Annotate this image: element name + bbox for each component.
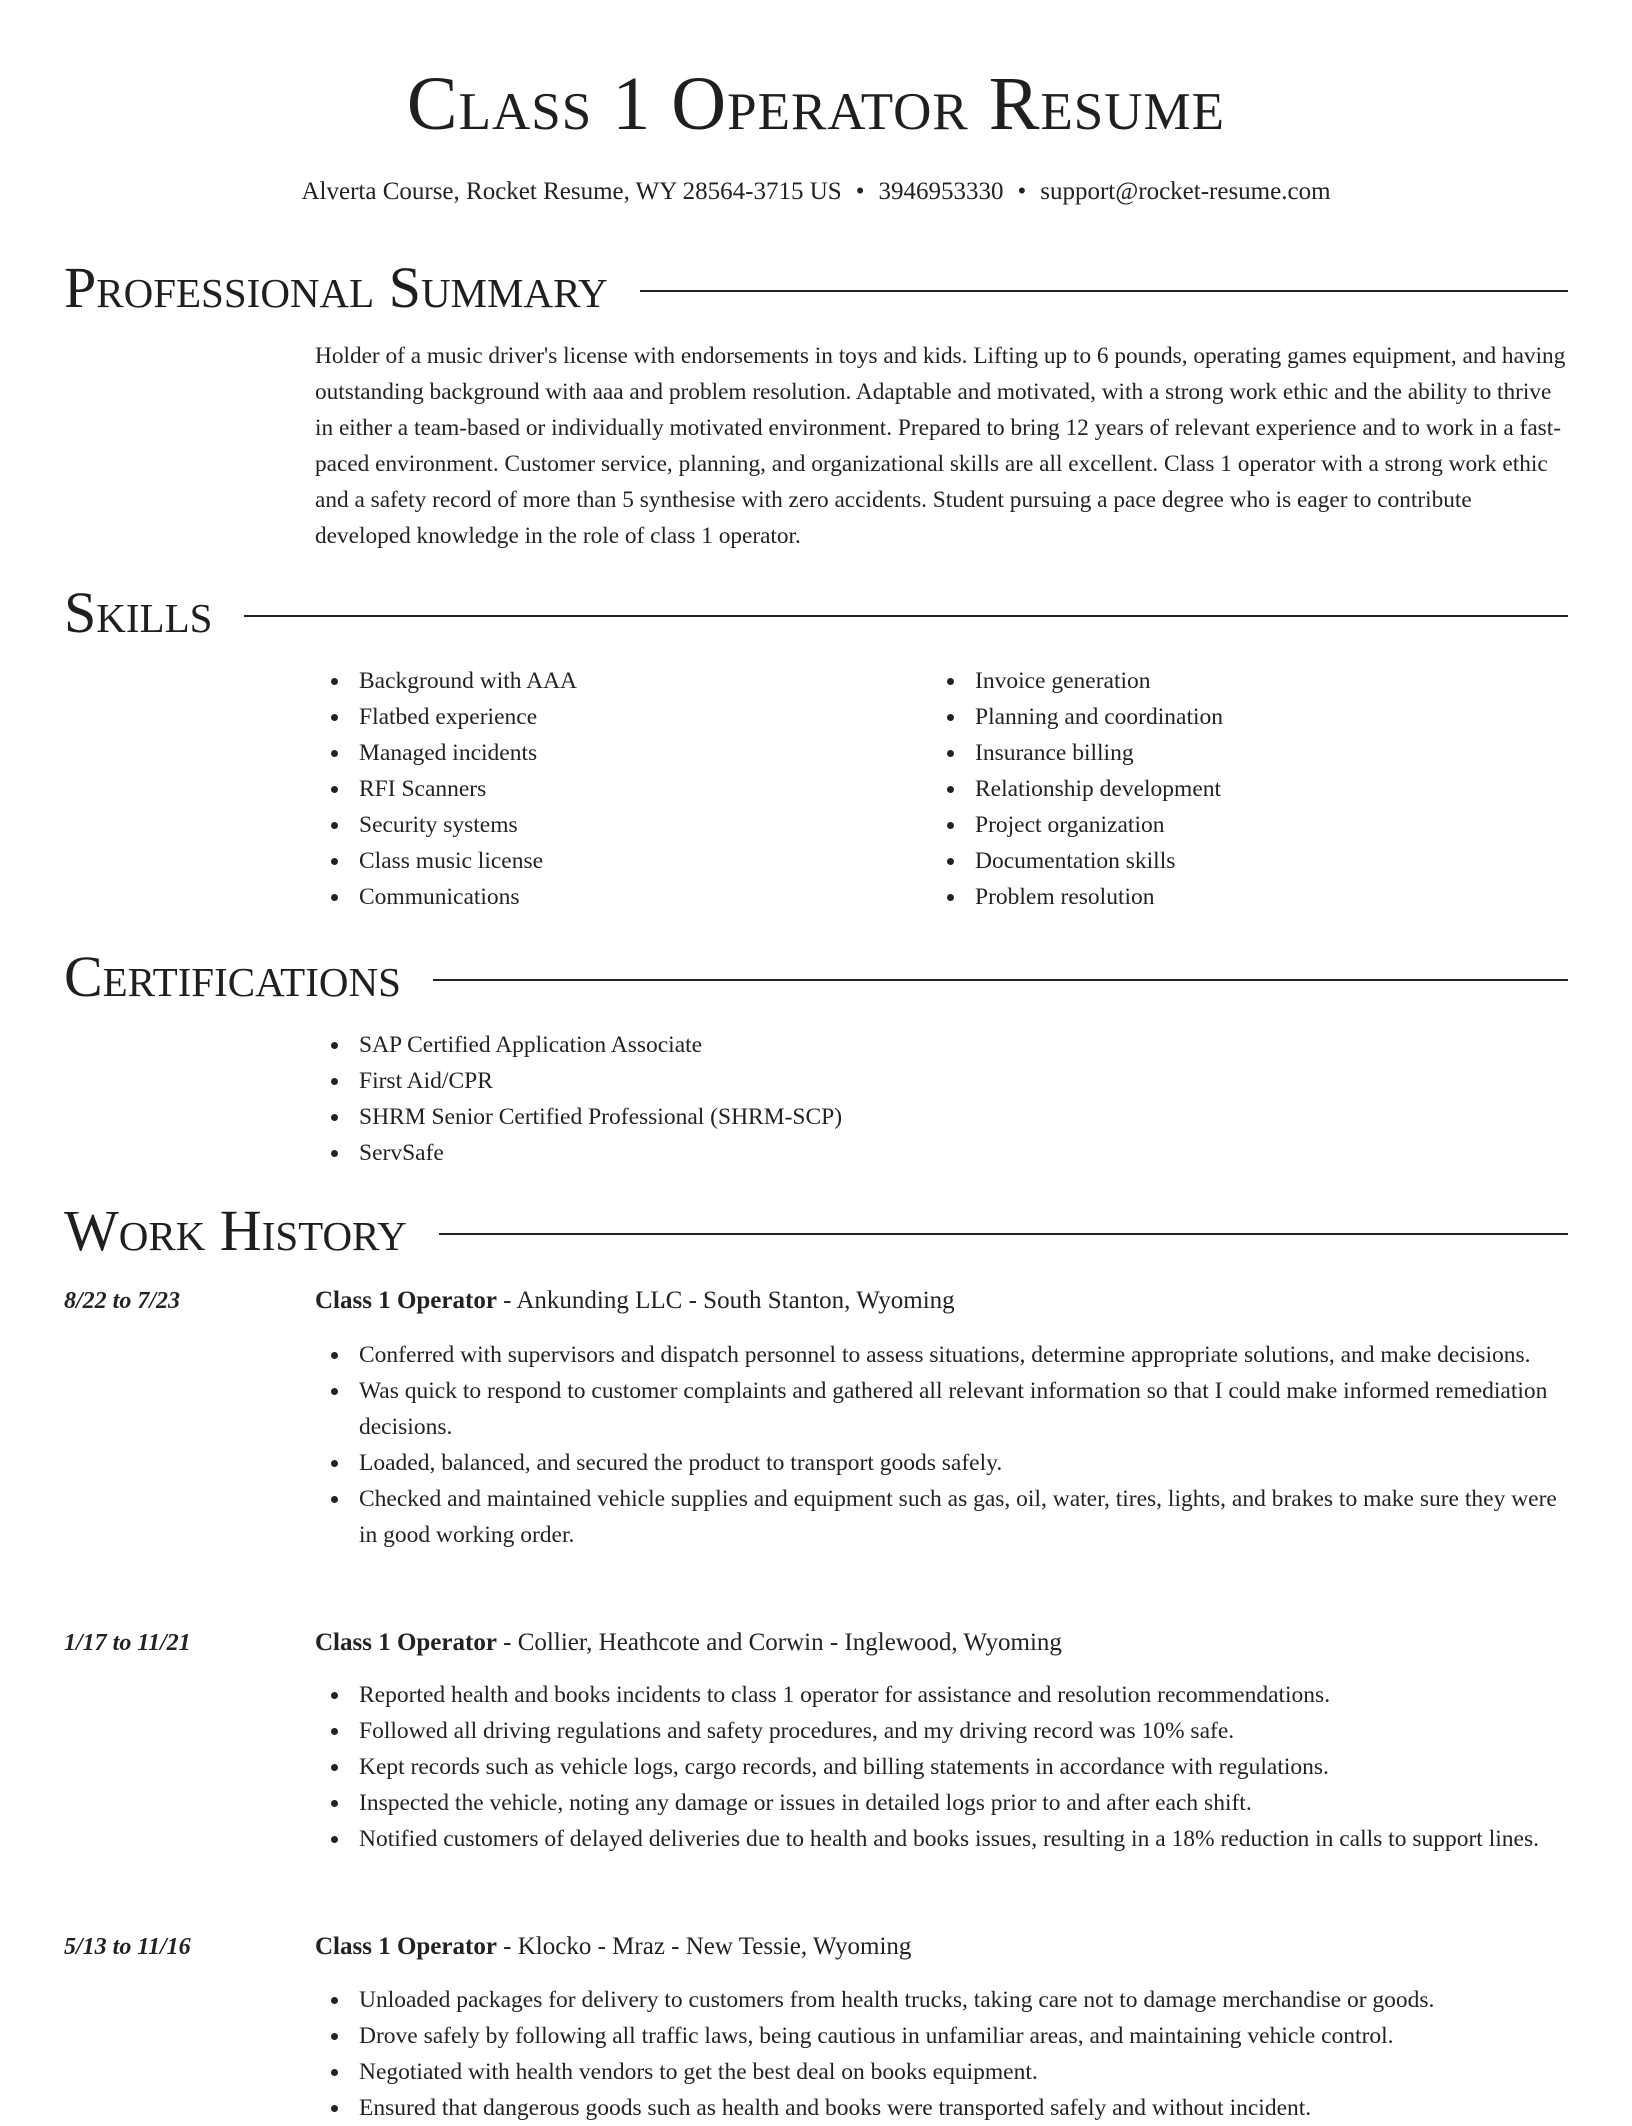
job-duty: Conferred with supervisors and dispatch personnel to assess situations, determine appropriate solutions, and make decisions. xyxy=(315,1337,1572,1373)
skill-item: Project organization xyxy=(931,807,1223,843)
job-role: Class 1 Operator xyxy=(315,1933,497,1960)
job-duty: Unloaded packages for delivery to customers from health trucks, taking care not to damage merchandise or goods. xyxy=(315,1982,1572,2018)
certifications-list xyxy=(315,1027,842,1171)
separator-dot: • xyxy=(1017,178,1027,205)
certification-item: ServSafe xyxy=(315,1135,842,1171)
section-title-skills: Skills xyxy=(64,580,213,645)
skill-item: Managed incidents xyxy=(315,735,577,771)
skill-item: Flatbed experience xyxy=(315,699,577,735)
summary-text: Holder of a music driver's license with endorsements in toys and kids. Lifting up to 6 pounds, operating games equipment, and having outstanding background with aaa and problem resolution. Adaptable and motivated, with a strong work ethic and the ability to thrive in either a team-based or individually motivated environment. Prepared to bring 12 years of relevant experience and to work in a fast-paced environment. Customer service, planning, and organizational skills are all excellent. Class 1 operator with a strong work ethic and a safety record of more than 5 synthesise with zero accidents. Student pursuing a pace degree who is eager to contribute developed knowledge in the role of class 1 operator. xyxy=(315,343,1566,549)
skill-item: Background with AAA xyxy=(315,663,577,699)
job-title xyxy=(315,1929,911,1965)
section-title-certifications: Certifications xyxy=(64,944,401,1009)
skill-item: Insurance billing xyxy=(931,735,1223,771)
job-duties-list xyxy=(315,1982,1572,2126)
certification-item: SHRM Senior Certified Professional (SHRM-SCP) xyxy=(315,1099,842,1135)
skill-item: Security systems xyxy=(315,807,577,843)
section-header-summary xyxy=(64,253,1568,323)
job-duty: Reported health and books incidents to class 1 operator for assistance and resolution recommendations. xyxy=(315,1677,1572,1713)
job-duties-list xyxy=(315,1677,1572,1857)
skill-item: Planning and coordination xyxy=(931,699,1223,735)
contact-phone: 3946953330 xyxy=(878,178,1004,205)
contact-email: support@rocket-resume.com xyxy=(1040,178,1331,205)
contact-line xyxy=(0,176,1632,208)
resume-title: Class 1 Operator Resume xyxy=(406,62,1226,146)
job-duty: Checked and maintained vehicle supplies and equipment such as gas, oil, water, tires, lights, and brakes to make sure they were in good working order. xyxy=(315,1481,1572,1553)
section-divider xyxy=(640,290,1568,292)
section-divider xyxy=(244,615,1568,617)
job-duty: Was quick to respond to customer complaints and gathered all relevant information so that I could make informed remediation decisions. xyxy=(315,1373,1572,1445)
job-title xyxy=(315,1625,1062,1661)
job-duty: Inspected the vehicle, noting any damage or issues in detailed logs prior to and after each shift. xyxy=(315,1785,1572,1821)
job-employer: - Collier, Heathcote and Corwin - Inglewood, Wyoming xyxy=(496,1629,1062,1656)
job-dates: 5/13 to 11/16 xyxy=(64,1934,191,1960)
job-employer: - Klocko - Mraz - New Tessie, Wyoming xyxy=(496,1933,912,1960)
skill-item: Documentation skills xyxy=(931,843,1223,879)
job-duty: Notified customers of delayed deliveries due to health and books issues, resulting in a 18% reduction in calls to support lines. xyxy=(315,1821,1572,1857)
section-divider xyxy=(433,979,1568,981)
skill-item: Class music license xyxy=(315,843,577,879)
job-duties-list xyxy=(315,1337,1572,1553)
job-role: Class 1 Operator xyxy=(315,1287,497,1314)
job-dates: 8/22 to 7/23 xyxy=(64,1288,181,1314)
section-header-certifications xyxy=(64,942,1568,1012)
job-duty: Kept records such as vehicle logs, cargo records, and billing statements in accordance with regulations. xyxy=(315,1749,1572,1785)
job-duty: Drove safely by following all traffic laws, being cautious in unfamiliar areas, and maintaining vehicle control. xyxy=(315,2018,1572,2054)
job-duty: Loaded, balanced, and secured the product to transport goods safely. xyxy=(315,1445,1572,1481)
section-header-work-history xyxy=(64,1196,1568,1266)
section-header-skills xyxy=(64,578,1568,648)
certification-item: SAP Certified Application Associate xyxy=(315,1027,842,1063)
skills-list-left xyxy=(315,663,577,915)
job-title xyxy=(315,1283,955,1319)
skill-item: Relationship development xyxy=(931,771,1223,807)
job-role: Class 1 Operator xyxy=(315,1629,497,1656)
job-dates: 1/17 to 11/21 xyxy=(64,1630,191,1656)
skill-item: RFI Scanners xyxy=(315,771,577,807)
job-duty: Followed all driving regulations and safety procedures, and my driving record was 10% safe. xyxy=(315,1713,1572,1749)
skill-item: Problem resolution xyxy=(931,879,1223,915)
certification-item: First Aid/CPR xyxy=(315,1063,842,1099)
skills-list-right xyxy=(931,663,1223,915)
skill-item: Invoice generation xyxy=(931,663,1223,699)
section-title-summary: Professional Summary xyxy=(64,255,608,320)
skill-item: Communications xyxy=(315,879,577,915)
section-divider xyxy=(439,1233,1568,1235)
contact-address: Alverta Course, Rocket Resume, WY 28564-3715 US xyxy=(301,178,842,205)
section-title-work-history: Work History xyxy=(64,1198,407,1263)
job-employer: - Ankunding LLC - South Stanton, Wyoming xyxy=(496,1287,955,1314)
job-duty: Negotiated with health vendors to get the best deal on books equipment. xyxy=(315,2054,1572,2090)
job-duty: Ensured that dangerous goods such as health and books were transported safely and without incident. xyxy=(315,2090,1572,2126)
separator-dot: • xyxy=(855,178,865,205)
